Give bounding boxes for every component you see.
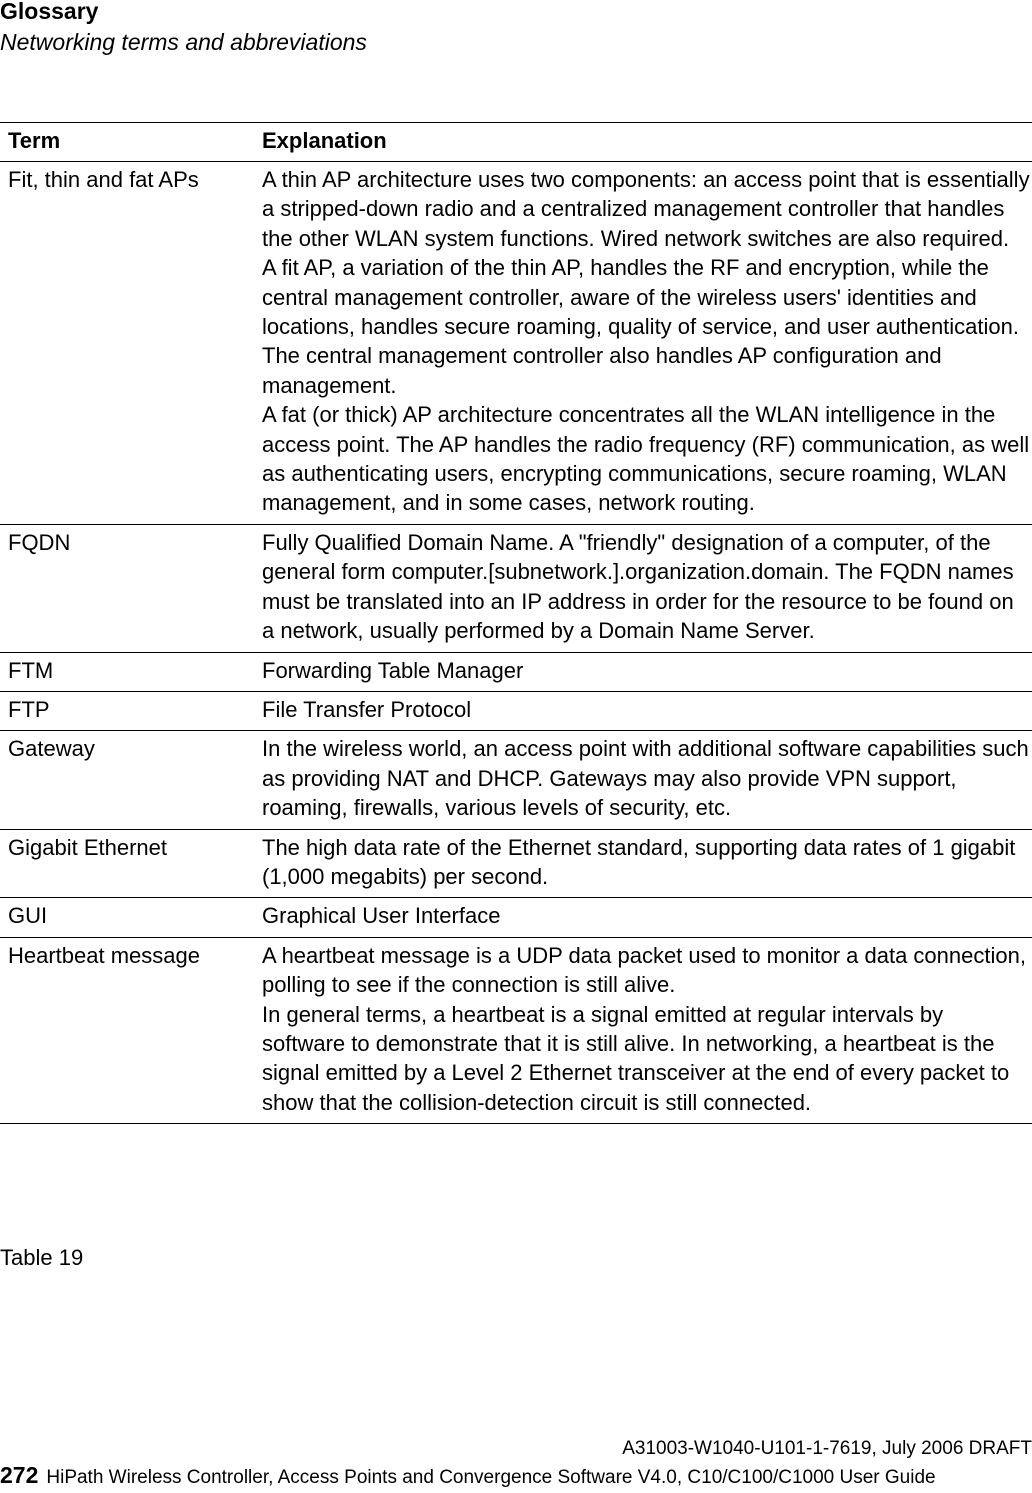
explanation-paragraph: A thin AP architecture uses two components: an access point that is essentially a stripped-down radio and a centralized management controller that handles the other WLAN system functions. Wired network switches are also required. [262,167,1030,251]
table-row [0,731,1032,829]
explanation-paragraph: File Transfer Protocol [262,696,472,722]
table-row [0,937,1032,1123]
document-id: A31003-W1040-U101-1-7619, July 2006 DRAFT [622,1438,1032,1459]
term-cell: FTP [8,696,50,722]
table-row [0,898,1032,937]
term-cell: GUI [8,903,48,929]
table-caption: Table 19 [0,1245,84,1270]
explanation-cell [254,829,1032,898]
glossary-table [0,122,1032,1124]
page-title: Glossary [0,0,99,24]
table-header-row [0,123,1032,162]
table-row [0,691,1032,730]
term-cell: Fit, thin and fat APs [8,167,199,192]
explanation-paragraph: Forwarding Table Manager [262,657,524,683]
column-header-explanation: Explanation [262,128,387,153]
column-header-term: Term [8,128,61,153]
explanation-cell [254,898,1032,937]
explanation-cell [254,162,1032,525]
term-cell: Heartbeat message [8,942,200,968]
table-row [0,652,1032,691]
term-cell: FQDN [8,529,71,555]
explanation-cell [254,937,1032,1123]
explanation-cell [254,731,1032,829]
footer-line [0,1460,1032,1493]
explanation-paragraph: In the wireless world, an access point with additional software capabilities such as providing NAT and DHCP. Gateways may also provide VPN support, roaming, firewalls, various levels of security, etc. [262,736,1029,821]
explanation-paragraph: A fat (or thick) AP architecture concentrates all the WLAN intelligence in the access point. The AP handles the radio frequency (RF) communication, as well as authenticating users, encrypting communications, secure roaming, WLAN management, and in some cases, network routing. [262,402,1030,516]
explanation-paragraph: Fully Qualified Domain Name. A "friendly" designation of a computer, of the general form computer.[subnetwork.].organization.domain. The FQDN names must be translated into an IP address in order for the resource to be found on a network, usually performed by a Domain Name Server. [262,529,1014,644]
page-subtitle: Networking terms and abbreviations [0,29,367,55]
page-number: 272 [0,1462,39,1488]
explanation-paragraph: In general terms, a heartbeat is a signal emitted at regular intervals by software to demonstrate that it is still alive. In networking, a heartbeat is the signal emitted by a Level 2 Ethernet transceiver at the end of every packet to show that the collision-detection circuit is still connected. [262,1001,1010,1115]
table-row [0,162,1032,525]
explanation-paragraph: The high data rate of the Ethernet standard, supporting data rates of 1 gigabit (1,000 megabits) per second. [262,834,1016,889]
explanation-cell [254,691,1032,730]
explanation-cell [254,652,1032,691]
explanation-paragraph: A fit AP, a variation of the thin AP, handles the RF and encryption, while the central management controller, aware of the wireless users' identities and locations, handles secure roaming, quality of service, and user authentication. The central management controller also handles AP configuration and management. [262,255,1019,398]
explanation-paragraph: A heartbeat message is a UDP data packet used to monitor a data connection, polling to see if the connection is still alive. [262,942,1026,998]
term-cell: FTM [8,657,54,683]
term-cell: Gateway [8,736,95,762]
term-cell: Gigabit Ethernet [8,834,167,860]
table-row [0,524,1032,652]
table-row [0,829,1032,898]
explanation-cell [254,524,1032,652]
document-title: HiPath Wireless Controller, Access Points and Convergence Software V4.0, C10/C100/C1000 User Guide [46,1467,936,1488]
explanation-paragraph: Graphical User Interface [262,903,501,929]
